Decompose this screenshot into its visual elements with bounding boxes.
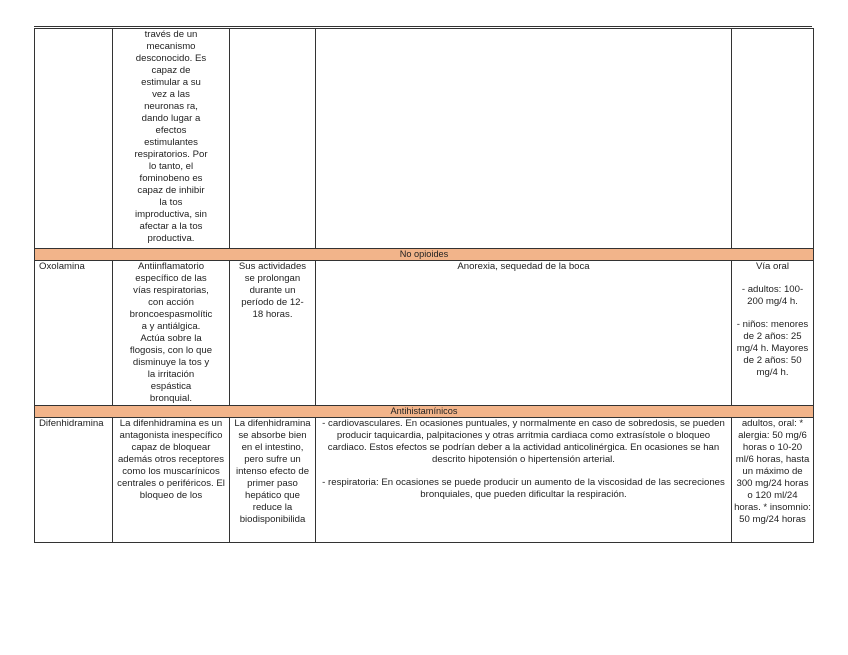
cell-adverse-effects — [316, 418, 732, 543]
adverse-effects-resp: - respiratoria: En ocasiones se puede producir un aumento de la viscosidad de las secreciones bronquiales, que pueden dificultar la respiración. — [322, 477, 725, 500]
cell-mechanism — [113, 418, 230, 543]
drug-name-text: Difenhidramina — [39, 418, 104, 429]
adverse-effects-cardio: - cardiovasculares. En ocasiones puntuales, y normalmente en caso de sobredosis, se pueden producir taquicardia, palpitaciones y otras arritmia cardiaca como extrasístole o bloqueo cardiaco. Estos efectos se podrían deber a la actividad anticolinérgica. En ocasiones se han descrito hipotensión o hipertensión arterial. — [322, 418, 725, 465]
cell-dosage — [732, 29, 814, 249]
cell-drug-name — [35, 29, 113, 249]
cell-mechanism: través de un mecanismo desconocido. Es capaz de estimular a su vez a las neuronas ra, dando lugar a efectos estimulantes respiratorios. Por lo tanto, el fominobeno es capaz de inhibir la tos improductiva, sin afectar a la tos productiva. — [113, 29, 230, 249]
cell-dosage — [732, 261, 814, 406]
pharmacokinetics-text: La difenhidramina se absorbe bien en el intestino, pero sufre un intenso efecto de primer paso hepático que reduce la biodisponibilida — [234, 418, 311, 525]
cell-dosage — [732, 418, 814, 543]
section-header-row — [35, 406, 814, 418]
section-title-no-opioides: No opioides — [35, 249, 814, 261]
cell-adverse-effects — [316, 29, 732, 249]
dosage-children: - niños: menores de 2 años: 25 mg/4 h. Mayores de 2 años: 50 mg/4 h. — [736, 319, 809, 378]
table-row — [35, 29, 814, 249]
cell-pharmacokinetics: Sus actividades se prolongan durante un período de 12- 18 horas. — [230, 261, 316, 406]
drug-table — [34, 28, 814, 543]
top-rule — [34, 26, 812, 27]
section-title-antihistaminicos: Antihistamínicos — [35, 406, 814, 418]
table-row — [35, 261, 814, 406]
cell-drug-name — [35, 418, 113, 543]
cell-pharmacokinetics — [230, 29, 316, 249]
dosage-text: adultos, oral: * alergia: 50 mg/6 horas o 10-20 ml/6 horas, hasta un máximo de 300 mg/24 horas o 120 ml/24 horas. * insomnio: 50 mg/24 horas — [734, 418, 811, 525]
cell-mechanism: Antiinflamatorio específico de las vías respiratorias, con acción broncoespasmolític a y antiálgica. Actúa sobre la flogosis, con lo que disminuye la tos y la irritación espástica bronquial. — [113, 261, 230, 406]
dosage-adults: - adultos: 100-200 mg/4 h. — [741, 284, 804, 307]
table-row — [35, 418, 814, 543]
cell-adverse-effects: Anorexia, sequedad de la boca — [316, 261, 732, 406]
adverse-effects-text — [318, 418, 729, 542]
section-header-row — [35, 249, 814, 261]
cell-drug-name: Oxolamina — [35, 261, 113, 406]
dosage-route: Vía oral — [755, 261, 790, 272]
cell-pharmacokinetics — [230, 418, 316, 543]
mechanism-text: La difenhidramina es un antagonista inespecífico capaz de bloquear además otros receptores como los muscarínicos centrales o periféricos. El bloqueo de los — [117, 418, 225, 501]
